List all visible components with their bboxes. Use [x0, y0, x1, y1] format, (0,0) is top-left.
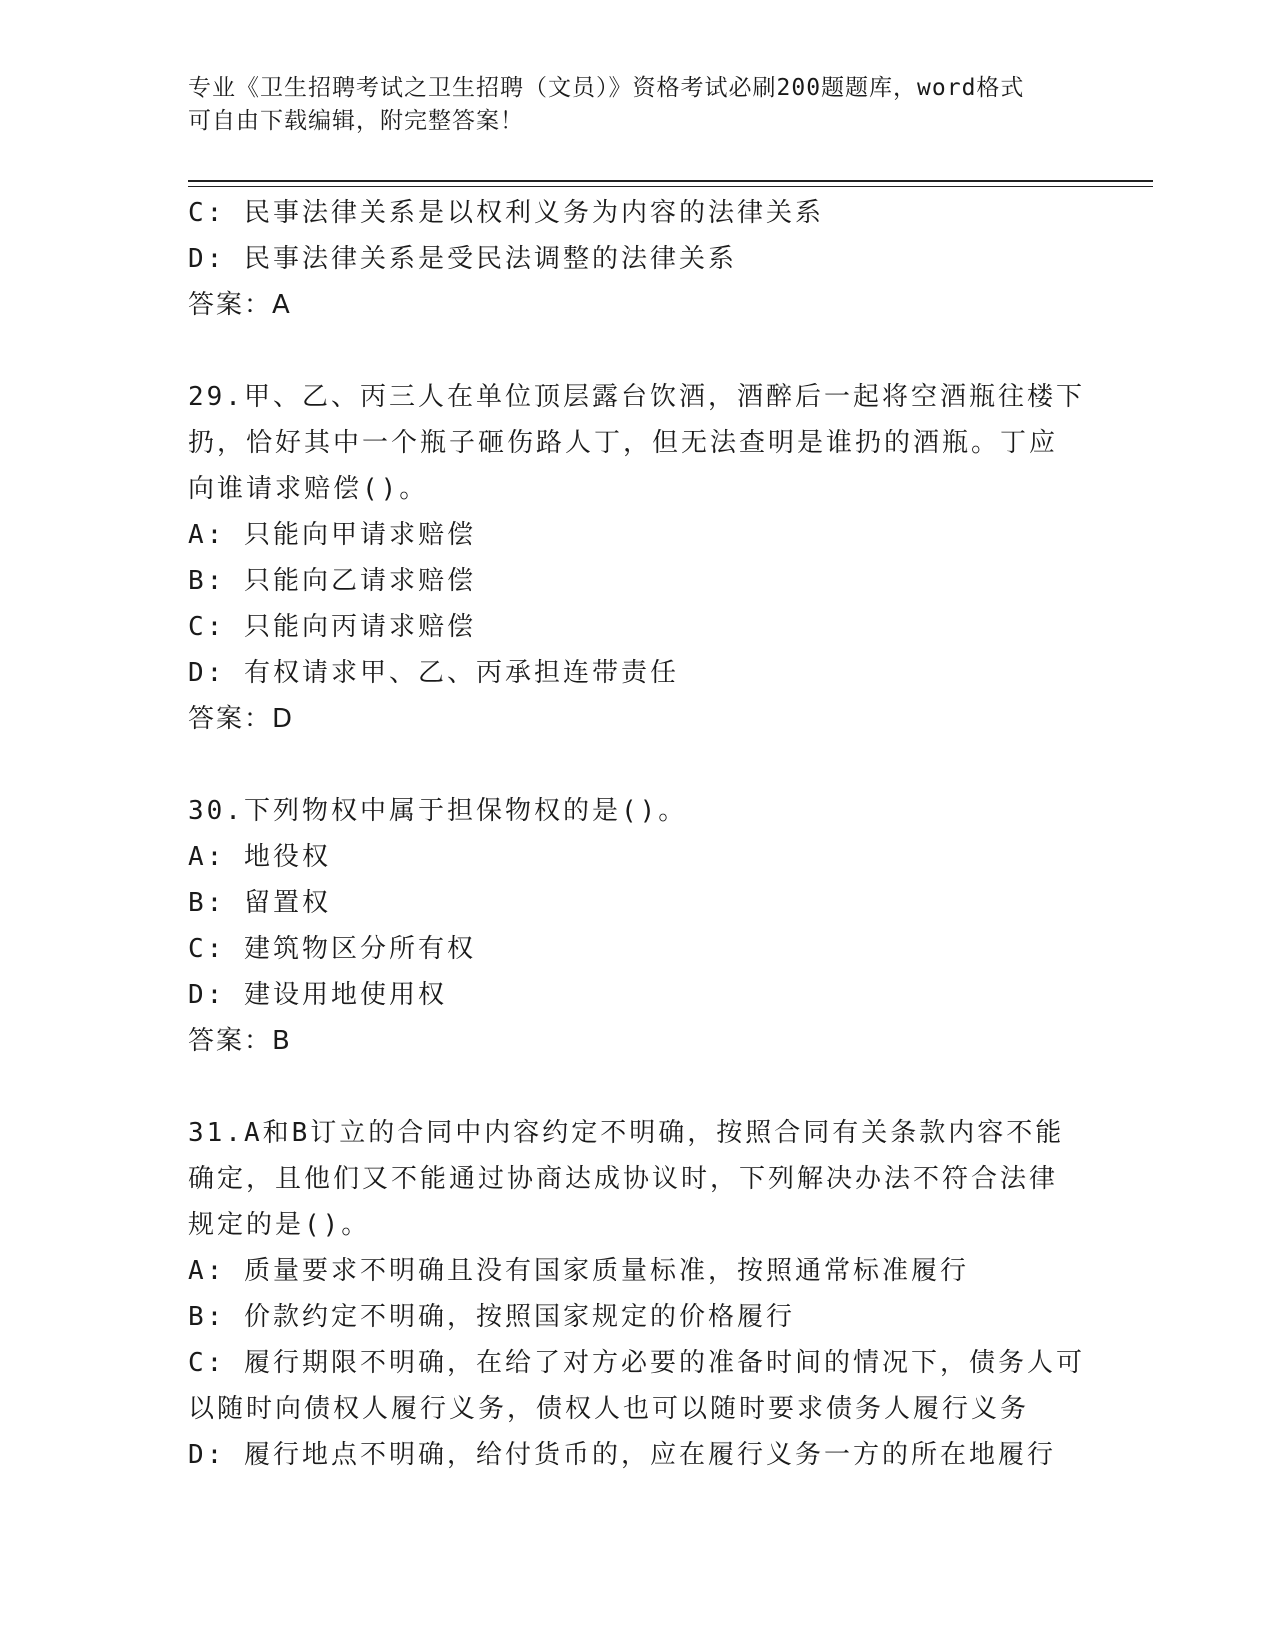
option-b: B: 留置权 — [188, 888, 331, 918]
question-31 — [188, 1110, 1108, 1478]
answer: 答案：B — [188, 1026, 292, 1056]
question-list — [188, 190, 1108, 1478]
option-b: B: 价款约定不明确，按照国家规定的价格履行 — [188, 1302, 795, 1332]
option-d: D: 建设用地使用权 — [188, 980, 447, 1010]
header-divider-thin — [188, 186, 1153, 187]
option-d: D: 履行地点不明确，给付货币的，应在履行义务一方的所在地履行 — [188, 1440, 1056, 1470]
question-stem: 30.下列物权中属于担保物权的是()。 — [188, 796, 688, 826]
question-stem: 31.A和B订立的合同中内容约定不明确，按照合同有关条款内容不能 — [188, 1118, 1065, 1148]
spacer — [188, 742, 1108, 788]
option-a: A: 只能向甲请求赔偿 — [188, 520, 476, 550]
question-stem: 29.甲、乙、丙三人在单位顶层露台饮酒，酒醉后一起将空酒瓶往楼下 — [188, 382, 1085, 412]
answer: 答案：A — [188, 290, 292, 320]
spacer — [188, 1064, 1108, 1110]
question-stem: 规定的是()。 — [188, 1210, 371, 1240]
option-a: A: 质量要求不明确且没有国家质量标准，按照通常标准履行 — [188, 1256, 969, 1286]
option-c: C: 建筑物区分所有权 — [188, 934, 476, 964]
header-divider-thick — [188, 180, 1153, 182]
answer: 答案：D — [188, 704, 295, 734]
option-c: C: 民事法律关系是以权利义务为内容的法律关系 — [188, 198, 824, 228]
option-b: B: 只能向乙请求赔偿 — [188, 566, 476, 596]
document-header — [188, 72, 1088, 138]
option-c: C: 只能向丙请求赔偿 — [188, 612, 476, 642]
question-stem: 确定，且他们又不能通过协商达成协议时，下列解决办法不符合法律 — [188, 1164, 1059, 1194]
question-30 — [188, 788, 1108, 1064]
option-d: D: 有权请求甲、乙、丙承担连带责任 — [188, 658, 679, 688]
option-c-continued: 以随时向债权人履行义务，债权人也可以随时要求债务人履行义务 — [188, 1394, 1030, 1424]
question-stem: 扔，恰好其中一个瓶子砸伤路人丁，但无法查明是谁扔的酒瓶。丁应 — [188, 428, 1059, 458]
question-29 — [188, 374, 1108, 742]
option-d: D: 民事法律关系是受民法调整的法律关系 — [188, 244, 737, 274]
option-a: A: 地役权 — [188, 842, 331, 872]
header-title-line-2: 可自由下载编辑，附完整答案！ — [188, 108, 524, 134]
header-title-line-1: 专业《卫生招聘考试之卫生招聘（文员）》资格考试必刷200题题库，word格式 — [188, 75, 1025, 101]
option-c: C: 履行期限不明确，在给了对方必要的准备时间的情况下，债务人可 — [188, 1348, 1085, 1378]
question-stem: 向谁请求赔偿()。 — [188, 474, 429, 504]
question-28-tail — [188, 190, 1108, 328]
spacer — [188, 328, 1108, 374]
